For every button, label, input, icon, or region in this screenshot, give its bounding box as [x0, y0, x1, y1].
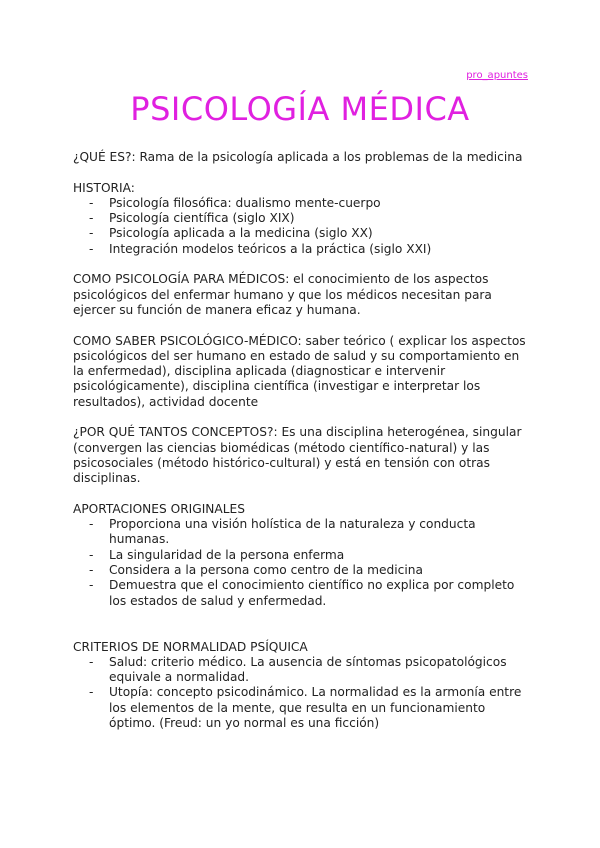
list-item: - Utopía: concepto psicodinámico. La normalidad es la armonía entre los elementos de la mente, que resulta en un funcionamiento óptimo. (Freud: un yo normal es una ficción): [73, 685, 531, 731]
aportaciones-heading: APORTACIONES ORIGINALES: [73, 501, 245, 516]
list-item: - Considera a la persona como centro de la medicina: [73, 563, 531, 578]
conceptos-paragraph: ¿POR QUÉ TANTOS CONCEPTOS?: Es una disciplina heterogénea, singular (convergen las ciencias biomédicas (método científico-natural) y las psicosociales (método histórico-cultural) y está en tensión con otras disciplinas.: [73, 425, 522, 486]
list-item: - Salud: criterio médico. La ausencia de síntomas psicopatológicos equivale a normalidad.: [73, 655, 531, 686]
saber-psicologico-paragraph: COMO SABER PSICOLÓGICO-MÉDICO: saber teórico ( explicar los aspectos psicológicos del ser humano en estado de salud y su comportamiento en la enfermedad), disciplina aplicada (diagnosticar e intervenir psicológicamente), disciplina científica (investigar e interpretar los resultados), actividad docente: [73, 333, 526, 409]
list-item: - Psicología aplicada a la medicina (siglo XX): [73, 226, 531, 241]
historia-list: [73, 196, 531, 257]
psicologia-medicos-paragraph: COMO PSICOLOGÍA PARA MÉDICOS: el conocimiento de los aspectos psicológicos del enfermar humano y que los médicos necesitan para ejercer su función de manera eficaz y humana.: [73, 272, 492, 317]
page-title: PSICOLOGÍA MÉDICA: [130, 90, 470, 128]
historia-heading: HISTORIA:: [73, 180, 135, 195]
list-item: - Demuestra que el conocimiento científico no explica por completo los estados de salud y enfermedad.: [73, 578, 531, 609]
list-item: - Integración modelos teóricos a la práctica (siglo XXI): [73, 242, 531, 257]
list-item: - La singularidad de la persona enferma: [73, 548, 531, 563]
criterios-list: [73, 655, 531, 731]
list-item: - Psicología filosófica: dualismo mente-cuerpo: [73, 196, 531, 211]
document-body: [73, 150, 531, 731]
list-item: - Psicología científica (siglo XIX): [73, 211, 531, 226]
list-item: - Proporciona una visión holística de la naturaleza y conducta humanas.: [73, 517, 531, 548]
definition-paragraph: ¿QUÉ ES?: Rama de la psicología aplicada a los problemas de la medicina: [73, 150, 523, 164]
criterios-heading: CRITERIOS DE NORMALIDAD PSÍQUICA: [73, 639, 308, 654]
aportaciones-list: [73, 517, 531, 609]
watermark: pro_apuntes: [466, 70, 528, 81]
